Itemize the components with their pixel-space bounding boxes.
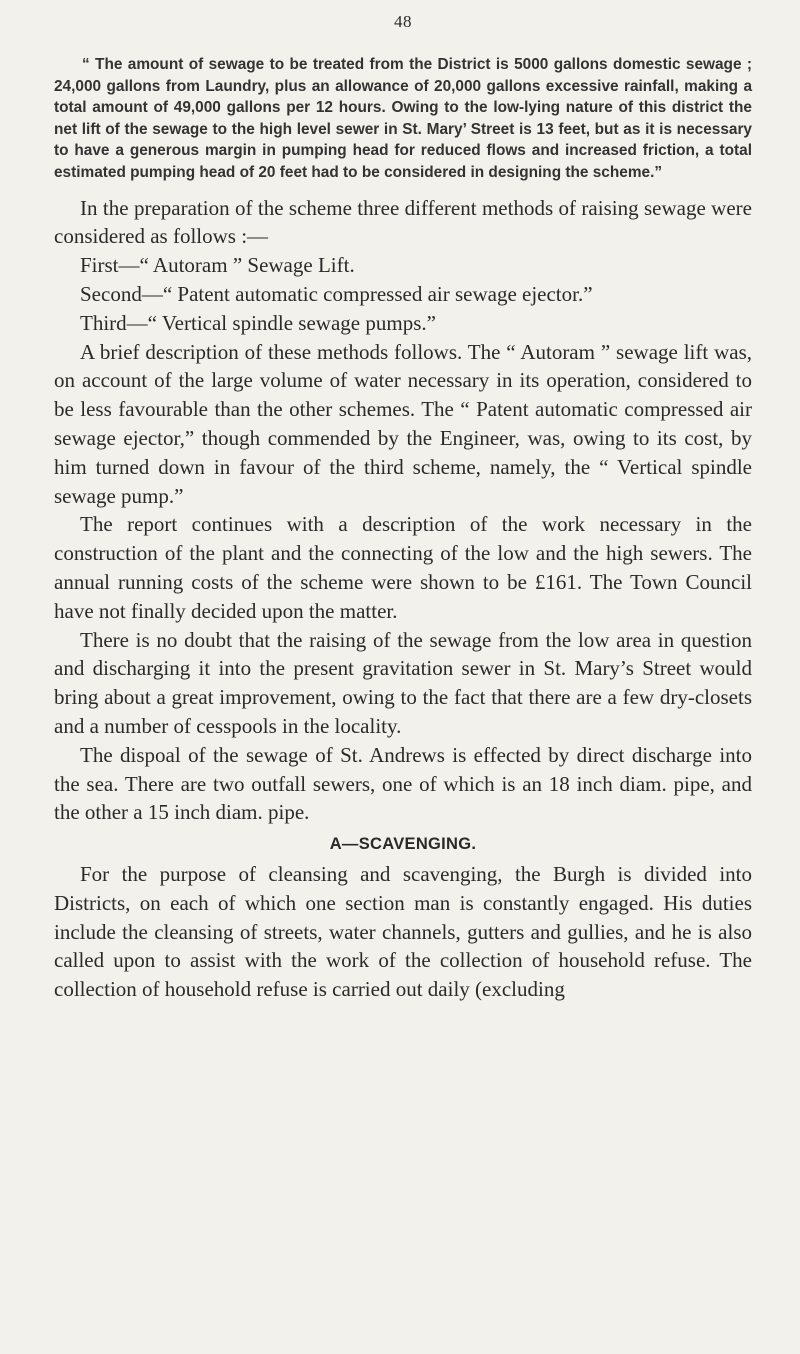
method-item-first: First—“ Autoram ” Sewage Lift. [80, 253, 355, 278]
methods-description-paragraph: A brief description of these methods follows. The “ Autoram ” sewage lift was, on account of the large volume of water necessary in its operation, considered to be less favourable than the other schemes. The “ Patent automatic compressed air sewage ejector,” though commended by the Engineer, was, owing to its cost, by him turned down in favour of the third scheme, namely, the “ Vertical spindle sewage pump.” [54, 339, 752, 508]
report-paragraph: The report continues with a description of the work necessary in the construction of the plant and the connecting of the low and the high sewers. The annual running costs of the scheme were shown to be £161. The Town Council have not finally decided upon the matter. [54, 512, 752, 623]
method-item-second: Second—“ Patent automatic compressed air sewage ejector.” [80, 281, 593, 306]
page-number: 48 [394, 12, 412, 31]
improvement-paragraph: There is no doubt that the raising of the sewage from the low area in question and discharging it into the present gravitation sewer in St. Mary’s Street would bring about a great improvement, owing to the fact that there are a few dry-closets and a number of cesspools in the locality. [54, 627, 752, 738]
intro-paragraph: In the preparation of the scheme three different methods of raising sewage were considered as follows :— [54, 195, 752, 249]
disposal-paragraph: The dispoal of the sewage of St. Andrews is effected by direct discharge into the sea. There are two outfall sewers, one of which is an 18 inch diam. pipe, and the other a 15 inch diam. pipe. [54, 742, 752, 825]
scavenging-paragraph: For the purpose of cleansing and scavenging, the Burgh is divided into Districts, on each of which one section man is constantly engaged. His duties include the cleansing of streets, water channels, gutters and gullies, and he is also called upon to assist with the work of the collection of household refuse. The collection of household refuse is carried out daily (excluding [54, 862, 752, 1002]
quoted-report-paragraph: “ The amount of sewage to be treated from the District is 5000 gallons domestic sewage ; 24,000 gallons from Laundry, plus an allowance of 20,000 gallons excessive rainfall, making a total amount of 49,000 gallons per 12 hours. Owing to the low-lying nature of this district the net lift of the sewage to the high level sewer in St. Mary’ Street is 13 feet, but as it is necessary to have a generous margin in pumping head for reduced flows and increased friction, a total estimated pumping head of 20 feet had to be considered in designing the scheme.” [54, 56, 752, 181]
section-heading: A—SCAVENGING. [329, 835, 477, 854]
method-item-third: Third—“ Vertical spindle sewage pumps.” [80, 310, 436, 335]
